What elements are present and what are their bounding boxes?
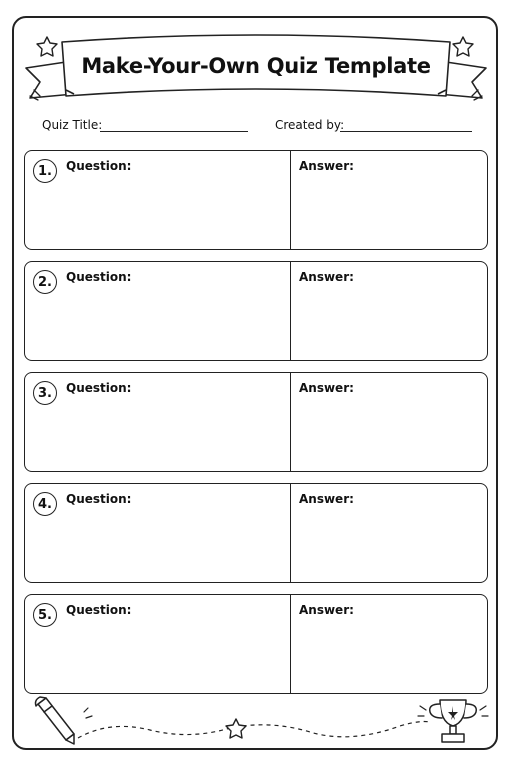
question-card-3	[24, 372, 488, 472]
question-number: 3.	[33, 381, 57, 405]
question-number: 2.	[33, 270, 57, 294]
question-label: Question:	[66, 603, 132, 617]
created-by-label: Created by:	[275, 118, 345, 132]
star-icon	[453, 37, 473, 56]
answer-label: Answer:	[299, 492, 354, 506]
created-by-field[interactable]	[340, 131, 472, 132]
card-divider	[290, 595, 291, 693]
question-card-4	[24, 483, 488, 583]
card-divider	[290, 373, 291, 471]
star-icon	[37, 37, 57, 56]
question-card-2	[24, 261, 488, 361]
star-icon	[226, 719, 246, 738]
card-divider	[290, 484, 291, 582]
question-card-5	[24, 594, 488, 694]
quiz-title-label: Quiz Title:	[42, 118, 103, 132]
answer-label: Answer:	[299, 381, 354, 395]
card-divider	[290, 262, 291, 360]
question-label: Question:	[66, 270, 132, 284]
answer-label: Answer:	[299, 270, 354, 284]
answer-label: Answer:	[299, 603, 354, 617]
quiz-title-field[interactable]	[100, 131, 248, 132]
question-number: 1.	[33, 159, 57, 183]
page-title: Make-Your-Own Quiz Template	[81, 54, 431, 78]
trophy-icon	[430, 700, 477, 742]
pencil-icon	[36, 697, 75, 744]
question-label: Question:	[66, 492, 132, 506]
question-number: 5.	[33, 603, 57, 627]
question-number: 4.	[33, 492, 57, 516]
question-label: Question:	[66, 159, 132, 173]
card-divider	[290, 151, 291, 249]
question-label: Question:	[66, 381, 132, 395]
question-card-1	[24, 150, 488, 250]
answer-label: Answer:	[299, 159, 354, 173]
